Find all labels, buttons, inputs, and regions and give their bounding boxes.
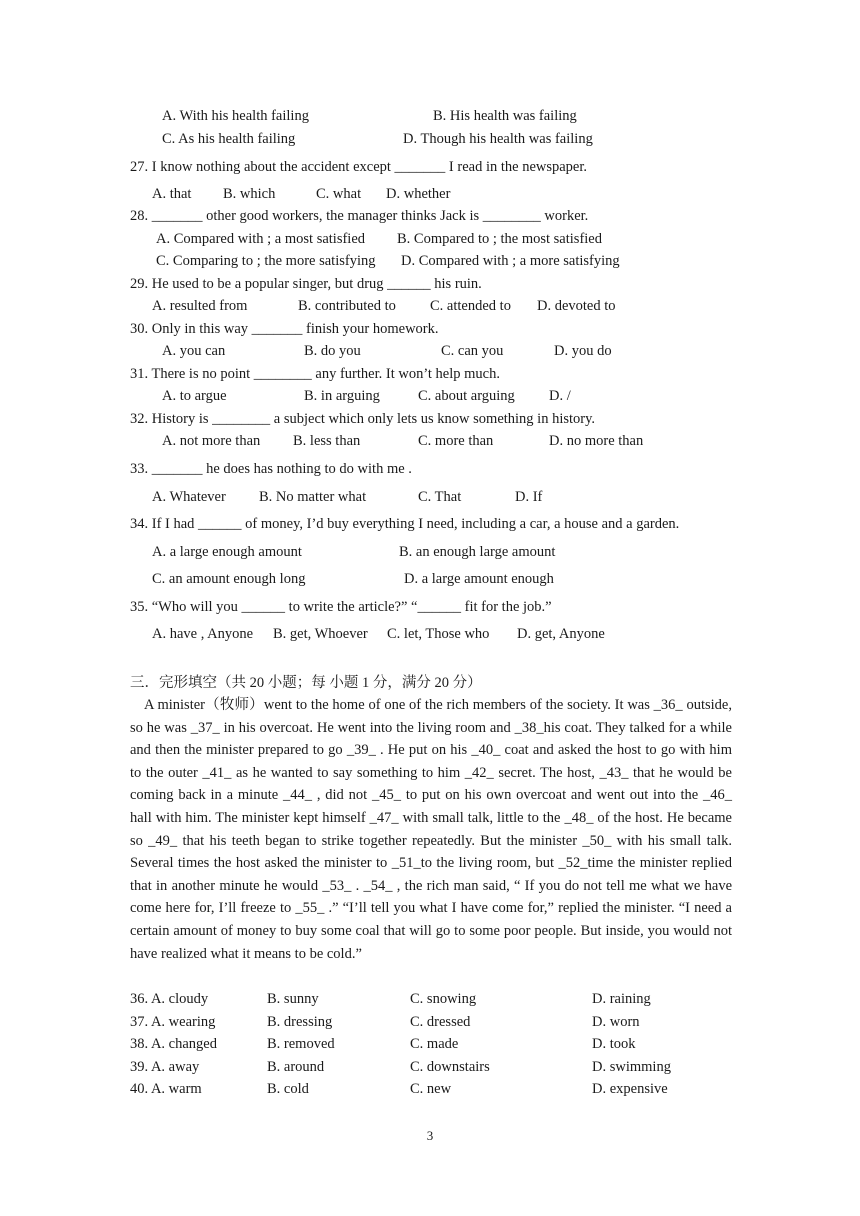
option-d: D. no more than xyxy=(549,433,644,449)
q26-option-d: D. Though his health was failing xyxy=(403,131,593,147)
option-d: D. whether xyxy=(386,186,451,202)
question-stem: 27. I know nothing about the accident except _______ I read in the newspaper. xyxy=(130,159,588,175)
option-d: D. you do xyxy=(554,343,612,359)
question-27-options xyxy=(0,183,860,205)
option-a: A. to argue xyxy=(162,388,227,404)
option-b: B. Compared to ; the most satisfied xyxy=(397,231,602,247)
option-d: D. / xyxy=(549,388,571,404)
question-stem: 29. He used to be a popular singer, but drug ______ his ruin. xyxy=(130,276,482,292)
question-28-options-row-1 xyxy=(0,228,860,250)
option-c: C. dressed xyxy=(410,1014,471,1030)
option-b: B. cold xyxy=(267,1081,309,1097)
option-a: A. Compared with ; a most satisfied xyxy=(156,231,366,247)
option-a: 39. A. away xyxy=(130,1059,200,1075)
option-d: D. devoted to xyxy=(537,298,616,314)
question-30-stem xyxy=(0,318,860,340)
question-34-stem xyxy=(0,513,860,535)
question-38-options xyxy=(0,1033,860,1055)
option-b: B. do you xyxy=(304,343,361,359)
option-d: D. worn xyxy=(592,1014,640,1030)
option-a: A. resulted from xyxy=(152,298,248,314)
question-30-options xyxy=(0,340,860,362)
option-b: B. an enough large amount xyxy=(399,544,556,560)
option-b: B. which xyxy=(223,186,276,202)
option-c: C. made xyxy=(410,1036,459,1052)
option-a: 40. A. warm xyxy=(130,1081,202,1097)
question-stem: 35. “Who will you ______ to write the article?” “______ fit for the job.” xyxy=(130,599,552,615)
question-31-stem xyxy=(0,363,860,385)
option-b: B. contributed to xyxy=(298,298,396,314)
option-c: C. more than xyxy=(418,433,494,449)
option-a: 37. A. wearing xyxy=(130,1014,216,1030)
option-c: C. Comparing to ; the more satisfying xyxy=(156,253,376,269)
option-c: C. That xyxy=(418,489,462,505)
q26-option-c: C. As his health failing xyxy=(162,131,296,147)
question-35-options xyxy=(0,623,860,645)
question-27-stem xyxy=(0,156,860,178)
question-40-options xyxy=(0,1078,860,1100)
question-33-options xyxy=(0,486,860,508)
passage-text: A minister（牧师）went to the home of one of the rich members of the society. It was _36_ outside, so he was _37_ in his overcoat. He went into the living room and _38_his coat. They talked for a while and then the minister prepared to go _39_ . He put on his _40_ coat and asked the host to go with him to the outer _41_ as he wanted to say something to him _42_ secret. The host, _43_ that he would be coming back in a minute _44_ , did not _45_ to put on his own overcoat and went out into the _46_ hall with him. The minister kept himself _47_ with small talk, little to the _48_ of the host. He became so _49_ that his teeth began to strike together repeatedly. But the minister _50_ with his small talk. Several times the host asked the minister to _51_to the living room, but _52_time the minister replied that in another minute he would _53_ . _54_ , the rich man said, “ If you do not tell me what we have come here for, I’ll freeze to _55_ .” “I’ll tell you what I have come for,” replied the minister. “I need a certain amount of money to buy some coal that will go to some poor people. But inside, you would not have realized what it means to be cold.” xyxy=(130,697,732,962)
question-26-options-row-1 xyxy=(0,105,860,127)
option-c: C. attended to xyxy=(430,298,511,314)
question-stem: 30. Only in this way _______ finish your homework. xyxy=(130,321,439,337)
question-34-options-row-2 xyxy=(0,568,860,590)
option-c: C. what xyxy=(316,186,362,202)
option-b: B. removed xyxy=(267,1036,335,1052)
option-c: C. about arguing xyxy=(418,388,515,404)
question-35-stem xyxy=(0,596,860,618)
option-b: B. No matter what xyxy=(259,489,367,505)
option-b: B. less than xyxy=(293,433,361,449)
option-d: D. expensive xyxy=(592,1081,668,1097)
question-stem: 31. There is no point ________ any further. It won’t help much. xyxy=(130,366,500,382)
question-33-stem xyxy=(0,458,860,480)
option-b: B. get, Whoever xyxy=(273,626,368,642)
question-29-options xyxy=(0,295,860,317)
question-stem: 34. If I had ______ of money, I’d buy everything I need, including a car, a house and a garden. xyxy=(130,516,680,532)
question-26-options-row-2 xyxy=(0,128,860,150)
option-d: D. Compared with ; a more satisfying xyxy=(401,253,620,269)
page-number: 3 xyxy=(426,1128,434,1143)
option-d: D. took xyxy=(592,1036,636,1052)
option-c: C. downstairs xyxy=(410,1059,490,1075)
option-d: D. If xyxy=(515,489,543,505)
option-c: C. an amount enough long xyxy=(152,571,306,587)
question-stem: 28. _______ other good workers, the manager thinks Jack is ________ worker. xyxy=(130,208,589,224)
option-a: 36. A. cloudy xyxy=(130,991,209,1007)
question-32-options xyxy=(0,430,860,452)
option-a: A. not more than xyxy=(162,433,261,449)
option-a: A. you can xyxy=(162,343,226,359)
q26-option-a: A. With his health failing xyxy=(162,108,309,124)
question-39-options xyxy=(0,1056,860,1078)
question-stem: 32. History is ________ a subject which only lets us know something in history. xyxy=(130,411,596,427)
question-28-options-row-2 xyxy=(0,250,860,272)
section-3-heading: 三．完形填空（共 20 小题；每 小题 1 分，满分 20 分） xyxy=(130,675,482,691)
question-37-options xyxy=(0,1011,860,1033)
option-b: B. around xyxy=(267,1059,325,1075)
question-29-stem xyxy=(0,273,860,295)
question-stem: 33. _______ he does has nothing to do with me . xyxy=(130,461,412,477)
option-a: A. have , Anyone xyxy=(152,626,254,642)
option-c: C. can you xyxy=(441,343,504,359)
question-32-stem xyxy=(0,408,860,430)
option-c: C. let, Those who xyxy=(387,626,490,642)
option-b: B. dressing xyxy=(267,1014,333,1030)
option-a: A. Whatever xyxy=(152,489,226,505)
question-31-options xyxy=(0,385,860,407)
question-28-stem xyxy=(0,205,860,227)
option-d: D. raining xyxy=(592,991,651,1007)
option-d: D. swimming xyxy=(592,1059,671,1075)
question-34-options-row-1 xyxy=(0,541,860,563)
option-b: B. in arguing xyxy=(304,388,380,404)
option-a: A. a large enough amount xyxy=(152,544,302,560)
option-c: C. snowing xyxy=(410,991,477,1007)
q26-option-b: B. His health was failing xyxy=(433,108,577,124)
option-d: D. get, Anyone xyxy=(517,626,605,642)
option-c: C. new xyxy=(410,1081,452,1097)
option-b: B. sunny xyxy=(267,991,319,1007)
option-a: A. that xyxy=(152,186,192,202)
option-d: D. a large amount enough xyxy=(404,571,554,587)
option-a: 38. A. changed xyxy=(130,1036,217,1052)
cloze-passage xyxy=(130,694,732,965)
question-36-options xyxy=(0,988,860,1010)
